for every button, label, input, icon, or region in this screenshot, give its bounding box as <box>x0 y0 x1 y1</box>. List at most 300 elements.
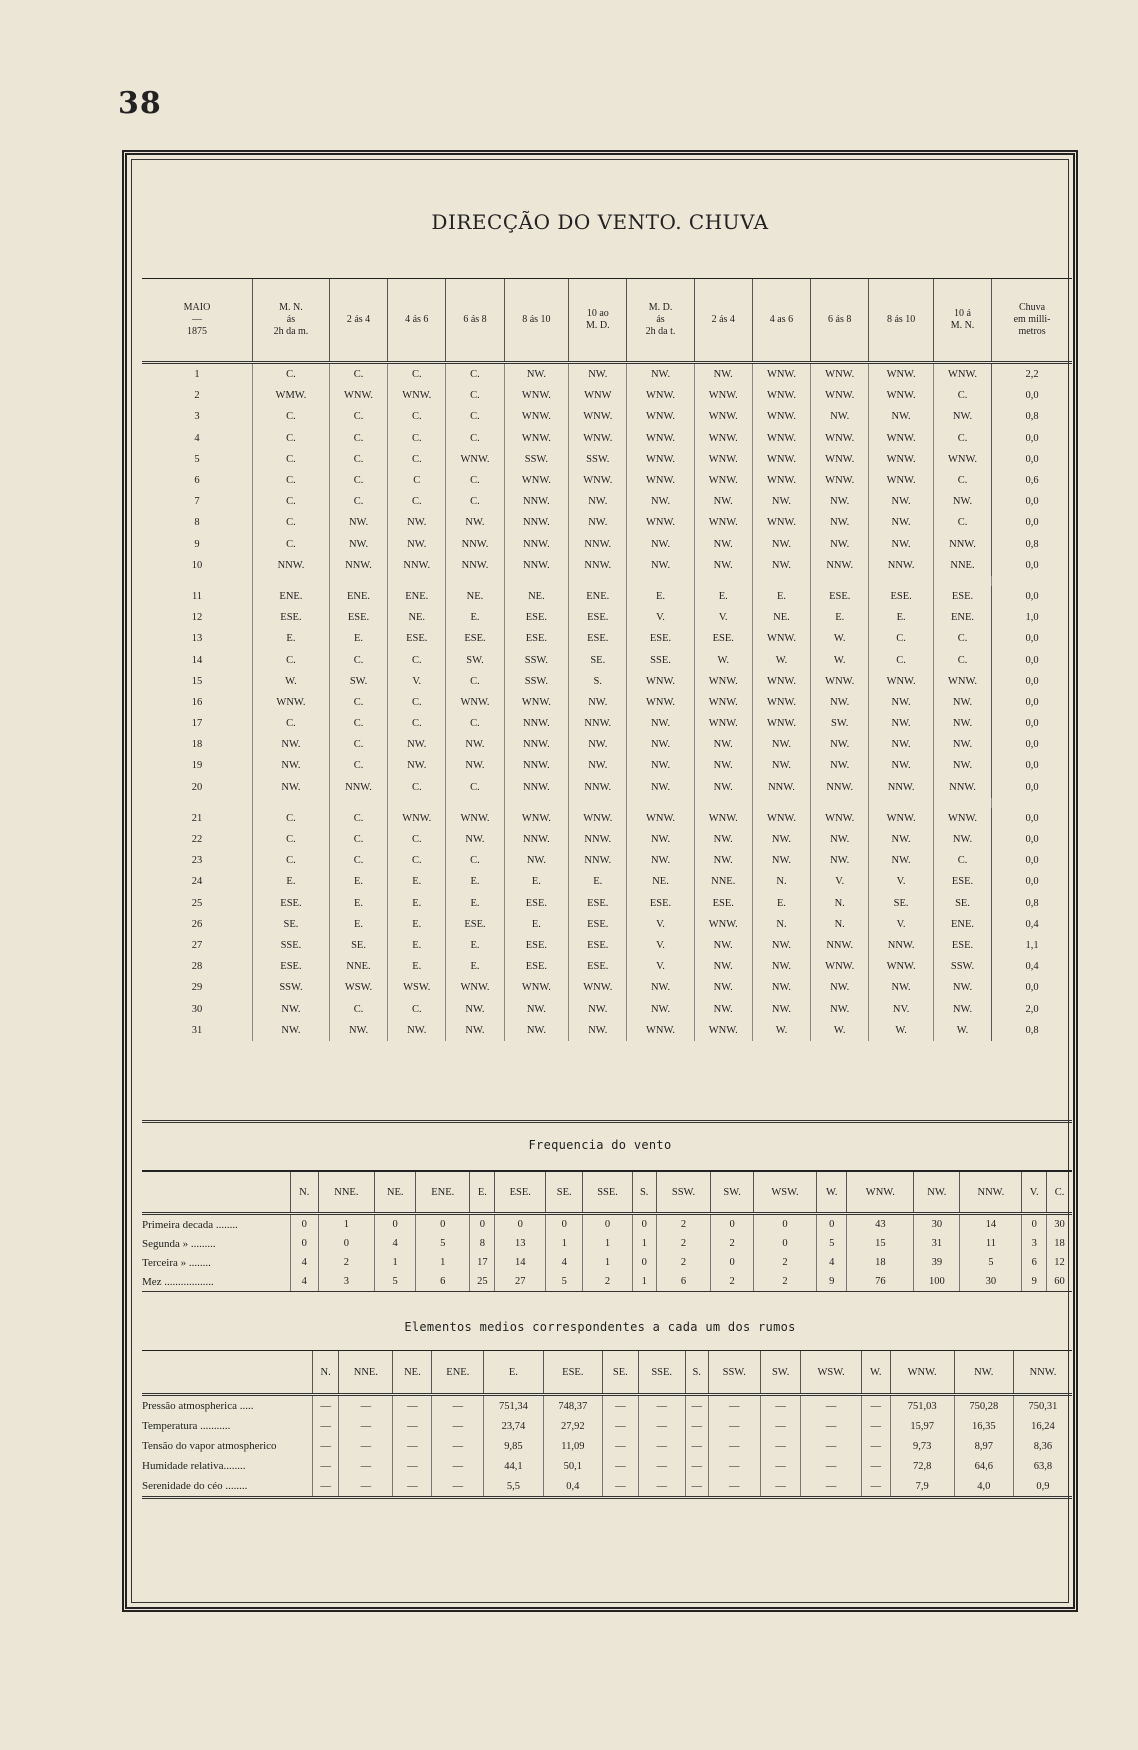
elements-cell: — <box>685 1456 708 1476</box>
wind-cell: C. <box>388 428 446 449</box>
wind-cell: SSW. <box>504 671 569 692</box>
wind-cell: NW. <box>569 512 627 533</box>
elements-cell: 750,28 <box>954 1395 1013 1417</box>
wind-cell: C. <box>446 385 504 406</box>
direction-header: E. <box>470 1171 495 1214</box>
frequency-cell: 5 <box>416 1234 470 1253</box>
rain-cell: 0,0 <box>992 628 1072 649</box>
wind-cell: ESE. <box>933 586 991 607</box>
period-header: M. N. ás 2h da m. <box>253 279 330 363</box>
direction-header: S. <box>685 1351 708 1395</box>
wind-cell: NW. <box>694 935 752 956</box>
wind-cell: ESE. <box>933 871 991 892</box>
day-cell: 17 <box>191 718 203 730</box>
day-cell: 5 <box>194 453 200 465</box>
gap-cell <box>142 798 253 808</box>
wind-cell: WNW. <box>752 470 810 491</box>
elements-cell: — <box>760 1476 801 1498</box>
direction-header: SW. <box>711 1171 754 1214</box>
elements-cell: 11,09 <box>543 1436 602 1456</box>
wind-cell: NW. <box>869 977 934 998</box>
wind-cell: NW. <box>933 406 991 427</box>
elements-cell: 751,34 <box>484 1395 543 1417</box>
frequency-cell: 8 <box>470 1234 495 1253</box>
direction-header: W. <box>861 1351 890 1395</box>
wind-table-header-row <box>142 279 1072 363</box>
wind-cell: E. <box>446 956 504 977</box>
wind-cell: WNW. <box>694 406 752 427</box>
wind-cell: WNW. <box>694 713 752 734</box>
wind-cell: W. <box>811 628 869 649</box>
frequency-cell: 1 <box>416 1253 470 1272</box>
day-cell: 11 <box>191 590 203 602</box>
direction-header: E. <box>484 1351 543 1395</box>
day-cell: 1 <box>194 369 200 381</box>
wind-cell: NW. <box>569 491 627 512</box>
wind-cell: ESE. <box>504 935 569 956</box>
frequency-row-label: Primeira decada ........ <box>142 1218 238 1231</box>
wind-cell: E. <box>627 586 694 607</box>
elements-cell: 9,73 <box>890 1436 954 1456</box>
elements-row-label: Humidade relativa........ <box>142 1460 246 1472</box>
table-row <box>142 555 1072 576</box>
frequency-cell: 14 <box>495 1253 546 1272</box>
wind-cell: WNW. <box>752 385 810 406</box>
wind-cell: C. <box>446 428 504 449</box>
wind-cell: WNW. <box>627 512 694 533</box>
day-cell: 3 <box>194 411 200 423</box>
wind-cell: ESE. <box>569 935 627 956</box>
period-header: 10 á M. N. <box>933 279 991 363</box>
rain-cell: 0,0 <box>992 777 1072 798</box>
frequency-cell: 1 <box>632 1272 656 1292</box>
elements-cell: 63,8 <box>1013 1456 1072 1476</box>
rain-cell: 0,0 <box>992 755 1072 776</box>
elements-cell: — <box>432 1456 484 1476</box>
wind-cell: NW. <box>627 363 694 386</box>
wind-cell: NNW. <box>869 777 934 798</box>
day-cell: 25 <box>191 897 203 909</box>
frequency-cell: 13 <box>495 1234 546 1253</box>
direction-header: NNW. <box>960 1171 1022 1214</box>
wind-cell: WNW. <box>869 428 934 449</box>
table-row <box>142 385 1072 406</box>
wind-cell: WNW. <box>627 808 694 829</box>
period-header: 2 ás 4 <box>694 279 752 363</box>
frequency-cell: 2 <box>656 1234 711 1253</box>
wind-cell: NW. <box>811 755 869 776</box>
wind-cell: V. <box>627 956 694 977</box>
wind-table-body <box>142 363 1072 1041</box>
day-cell: 8 <box>194 517 200 529</box>
rain-cell: 0,8 <box>992 534 1072 555</box>
direction-header: SSE. <box>583 1171 632 1214</box>
wind-cell: WNW. <box>569 428 627 449</box>
wind-cell: NW. <box>933 713 991 734</box>
wind-cell: NE. <box>504 586 569 607</box>
wind-cell: WNW. <box>446 692 504 713</box>
elements-cell: — <box>685 1395 708 1417</box>
frequency-cell: 2 <box>753 1253 816 1272</box>
table-row <box>142 893 1072 914</box>
frequency-cell: 0 <box>546 1214 583 1235</box>
wind-cell: C. <box>253 649 330 670</box>
wind-cell: NW. <box>869 829 934 850</box>
wind-cell: C. <box>253 363 330 386</box>
wind-cell: NW. <box>933 734 991 755</box>
wind-cell: WNW. <box>627 671 694 692</box>
table-row <box>142 671 1072 692</box>
period-header: 8 ás 10 <box>869 279 934 363</box>
elements-row <box>142 1456 1072 1476</box>
wind-cell: N. <box>752 871 810 892</box>
wind-cell: V. <box>869 914 934 935</box>
wind-cell: NW. <box>388 1020 446 1041</box>
wind-cell: NW. <box>752 829 810 850</box>
wind-cell: N. <box>811 893 869 914</box>
elements-cell: — <box>313 1476 339 1498</box>
day-cell: 9 <box>194 538 200 550</box>
frequency-cell: 0 <box>375 1214 416 1235</box>
wind-cell: WNW. <box>627 692 694 713</box>
period-header: 4 as 6 <box>752 279 810 363</box>
wind-cell: WNW. <box>694 428 752 449</box>
frequency-cell: 5 <box>546 1272 583 1292</box>
table-row <box>142 734 1072 755</box>
direction-header: WSW. <box>753 1171 816 1214</box>
day-cell: 20 <box>191 781 203 793</box>
table-row <box>142 808 1072 829</box>
wind-cell: NW. <box>329 534 387 555</box>
elements-cell: 72,8 <box>890 1456 954 1476</box>
wind-cell: WSW. <box>388 977 446 998</box>
wind-cell: NW. <box>504 850 569 871</box>
wind-cell: NNW. <box>504 555 569 576</box>
period-header: 4 ás 6 <box>388 279 446 363</box>
wind-cell: C. <box>933 428 991 449</box>
rain-cell: 0,0 <box>992 586 1072 607</box>
wind-cell: NW. <box>569 1020 627 1041</box>
wind-cell: C. <box>329 755 387 776</box>
day-cell: 7 <box>194 496 200 508</box>
wind-cell: C. <box>388 777 446 798</box>
frequency-cell: 0 <box>291 1234 319 1253</box>
wind-cell: N. <box>811 914 869 935</box>
wind-cell: NW. <box>933 755 991 776</box>
wind-cell: NW. <box>504 998 569 1019</box>
table-row <box>142 998 1072 1019</box>
wind-cell: E. <box>504 871 569 892</box>
wind-cell: WNW. <box>569 808 627 829</box>
wind-cell: WNW. <box>388 808 446 829</box>
elements-cell: — <box>760 1456 801 1476</box>
section-divider <box>142 1120 1072 1123</box>
wind-cell: C. <box>329 829 387 850</box>
elements-cell: — <box>801 1476 861 1498</box>
table-row <box>142 829 1072 850</box>
wind-cell: C. <box>253 406 330 427</box>
elements-cell: — <box>708 1456 760 1476</box>
wind-cell: ENE. <box>933 914 991 935</box>
frequency-cell: 1 <box>375 1253 416 1272</box>
wind-cell: NW. <box>504 363 569 386</box>
wind-cell: SW. <box>811 713 869 734</box>
frequency-cell: 0 <box>291 1214 319 1235</box>
gap-cell <box>253 576 330 586</box>
wind-cell: NW. <box>933 998 991 1019</box>
elements-cell: 750,31 <box>1013 1395 1072 1417</box>
frequency-title: Frequencia do vento <box>528 1138 672 1152</box>
frequency-cell: 43 <box>847 1214 914 1235</box>
wind-cell: W. <box>811 1020 869 1041</box>
rain-cell: 0,0 <box>992 385 1072 406</box>
elements-cell: — <box>393 1476 432 1498</box>
wind-cell: E. <box>446 607 504 628</box>
direction-header: WSW. <box>801 1351 861 1395</box>
wind-cell: NNW. <box>329 777 387 798</box>
wind-cell: NW. <box>627 555 694 576</box>
table-row <box>142 713 1072 734</box>
wind-cell: NW. <box>752 555 810 576</box>
frequency-cell: 1 <box>632 1234 656 1253</box>
wind-cell: C. <box>329 491 387 512</box>
frequency-cell: 60 <box>1047 1272 1072 1292</box>
wind-cell: NW. <box>627 491 694 512</box>
wind-cell: NNW. <box>504 491 569 512</box>
rain-cell: 0,0 <box>992 512 1072 533</box>
frequency-cell: 100 <box>914 1272 960 1292</box>
wind-cell: NW. <box>253 755 330 776</box>
elements-cell: — <box>861 1456 890 1476</box>
wind-cell: V. <box>694 607 752 628</box>
elements-cell: 9,85 <box>484 1436 543 1456</box>
wind-cell: NW. <box>694 491 752 512</box>
wind-cell: E. <box>329 893 387 914</box>
wind-cell: NW. <box>694 850 752 871</box>
wind-cell: E. <box>329 628 387 649</box>
wind-cell: WNW. <box>933 808 991 829</box>
direction-header: WNW. <box>847 1171 914 1214</box>
table-row <box>142 534 1072 555</box>
wind-cell: NW. <box>869 534 934 555</box>
frequency-cell: 18 <box>1047 1234 1072 1253</box>
wind-cell: WNW. <box>752 363 810 386</box>
wind-cell: WNW. <box>569 406 627 427</box>
elements-cell: — <box>708 1436 760 1456</box>
rain-cell: 0,0 <box>992 713 1072 734</box>
elements-row-label: Pressão atmospherica ..... <box>142 1400 254 1412</box>
elements-cell: — <box>638 1395 685 1417</box>
wind-cell: NW. <box>329 512 387 533</box>
direction-header: NE. <box>375 1171 416 1214</box>
direction-header: ENE. <box>416 1171 470 1214</box>
table-row <box>142 977 1072 998</box>
frequency-cell: 1 <box>583 1234 632 1253</box>
frequency-cell: 0 <box>1022 1214 1047 1235</box>
frequency-cell: 31 <box>914 1234 960 1253</box>
gap-cell <box>446 798 504 808</box>
wind-cell: NW. <box>694 734 752 755</box>
rain-cell: 0,0 <box>992 428 1072 449</box>
wind-cell: ESE. <box>446 628 504 649</box>
wind-cell: C. <box>253 428 330 449</box>
elements-row <box>142 1416 1072 1436</box>
wind-cell: WNW. <box>627 1020 694 1041</box>
wind-cell: NW. <box>869 850 934 871</box>
gap-cell <box>811 798 869 808</box>
wind-cell: WNW. <box>504 428 569 449</box>
gap-cell <box>933 576 991 586</box>
elements-cell: — <box>861 1436 890 1456</box>
elements-cell: — <box>760 1395 801 1417</box>
gap-cell <box>569 576 627 586</box>
wind-cell: WNW. <box>694 692 752 713</box>
elements-cell: — <box>313 1395 339 1417</box>
wind-cell: ENE. <box>569 586 627 607</box>
direction-header: C. <box>1047 1171 1072 1214</box>
frequency-cell: 1 <box>546 1234 583 1253</box>
wind-cell: NNW. <box>569 777 627 798</box>
gap-cell <box>329 798 387 808</box>
gap-cell <box>811 576 869 586</box>
wind-cell: C. <box>869 649 934 670</box>
rain-cell: 0,0 <box>992 850 1072 871</box>
wind-cell: NNW. <box>388 555 446 576</box>
frequency-table <box>142 1170 1072 1292</box>
wind-cell: NW. <box>446 755 504 776</box>
wind-cell: NW. <box>446 734 504 755</box>
elements-cell: 4,0 <box>954 1476 1013 1498</box>
gap-cell <box>569 798 627 808</box>
wind-cell: C. <box>253 808 330 829</box>
wind-cell: NW. <box>694 977 752 998</box>
day-cell: 16 <box>191 696 203 708</box>
wind-cell: NW. <box>752 734 810 755</box>
frequency-cell: 0 <box>817 1214 847 1235</box>
wind-cell: ESE. <box>933 935 991 956</box>
wind-cell: NV. <box>869 998 934 1019</box>
elements-cell: 23,74 <box>484 1416 543 1436</box>
table-row <box>142 755 1072 776</box>
wind-cell: ESE. <box>504 628 569 649</box>
wind-cell: SSW. <box>504 649 569 670</box>
wind-cell: SSW. <box>569 449 627 470</box>
rain-cell: 0,4 <box>992 914 1072 935</box>
wind-cell: NW. <box>933 829 991 850</box>
wind-cell: WNW. <box>752 692 810 713</box>
frequency-cell: 30 <box>914 1214 960 1235</box>
wind-cell: NW. <box>694 555 752 576</box>
frequency-cell: 18 <box>847 1253 914 1272</box>
elements-row <box>142 1395 1072 1417</box>
elements-cell: — <box>861 1416 890 1436</box>
elements-cell: — <box>801 1436 861 1456</box>
wind-cell: WNW. <box>694 1020 752 1041</box>
wind-cell: NNW. <box>446 555 504 576</box>
wind-cell: C. <box>388 692 446 713</box>
table-frame <box>122 150 1078 1612</box>
wind-cell: WNW. <box>504 692 569 713</box>
wind-cell: W. <box>694 649 752 670</box>
wind-cell: C. <box>253 829 330 850</box>
wind-cell: WNW. <box>869 449 934 470</box>
wind-cell: NW. <box>811 850 869 871</box>
elements-cell: 751,03 <box>890 1395 954 1417</box>
gap-cell <box>869 576 934 586</box>
wind-cell: SSE. <box>253 935 330 956</box>
rain-cell: 0,0 <box>992 671 1072 692</box>
day-cell: 19 <box>191 760 203 772</box>
elements-label-header <box>142 1351 313 1395</box>
frequency-cell: 14 <box>960 1214 1022 1235</box>
elements-cell: — <box>685 1416 708 1436</box>
frequency-cell: 0 <box>632 1253 656 1272</box>
frequency-cell: 0 <box>583 1214 632 1235</box>
elements-cell: — <box>339 1416 393 1436</box>
wind-cell: W. <box>253 671 330 692</box>
direction-header: N. <box>291 1171 319 1214</box>
frequency-cell: 9 <box>817 1272 847 1292</box>
wind-cell: NW. <box>869 755 934 776</box>
wind-cell: WNW. <box>933 449 991 470</box>
wind-cell: NW. <box>869 713 934 734</box>
frequency-cell: 5 <box>960 1253 1022 1272</box>
wind-cell: NW. <box>627 977 694 998</box>
wind-cell: WNW. <box>869 956 934 977</box>
wind-cell: V. <box>627 935 694 956</box>
page-title: DIRECÇÃO DO VENTO. CHUVA <box>431 210 769 234</box>
wind-cell: NW. <box>811 998 869 1019</box>
wind-cell: NW. <box>811 692 869 713</box>
elements-cell: — <box>313 1436 339 1456</box>
wind-cell: ESE. <box>253 893 330 914</box>
wind-cell: ESE. <box>569 914 627 935</box>
wind-cell: C. <box>329 734 387 755</box>
elements-cell: — <box>432 1395 484 1417</box>
wind-cell: NNW. <box>504 777 569 798</box>
elements-table <box>142 1350 1072 1499</box>
elements-cell: — <box>432 1476 484 1498</box>
period-header: 6 ás 8 <box>446 279 504 363</box>
elements-cell: — <box>603 1395 639 1417</box>
wind-cell: C. <box>388 491 446 512</box>
direction-header: SW. <box>760 1351 801 1395</box>
gap-cell <box>388 798 446 808</box>
direction-header: SSW. <box>656 1171 711 1214</box>
wind-cell: NW. <box>694 956 752 977</box>
wind-cell: WNW. <box>752 713 810 734</box>
wind-cell: V. <box>627 607 694 628</box>
elements-cell: — <box>685 1476 708 1498</box>
elements-cell: — <box>760 1416 801 1436</box>
elements-row <box>142 1436 1072 1456</box>
gap-cell <box>504 798 569 808</box>
rain-cell: 0,0 <box>992 649 1072 670</box>
wind-cell: NW. <box>627 777 694 798</box>
wind-cell: NW. <box>752 956 810 977</box>
wind-cell: NW. <box>329 1020 387 1041</box>
wind-cell: C. <box>446 671 504 692</box>
table-row <box>142 363 1072 386</box>
wind-cell: NNW. <box>933 777 991 798</box>
elements-cell: 64,6 <box>954 1456 1013 1476</box>
table-row <box>142 449 1072 470</box>
day-cell: 21 <box>191 812 203 824</box>
elements-cell: — <box>638 1456 685 1476</box>
wind-cell: C. <box>869 628 934 649</box>
wind-cell: E. <box>388 935 446 956</box>
frequency-row <box>142 1234 1072 1253</box>
